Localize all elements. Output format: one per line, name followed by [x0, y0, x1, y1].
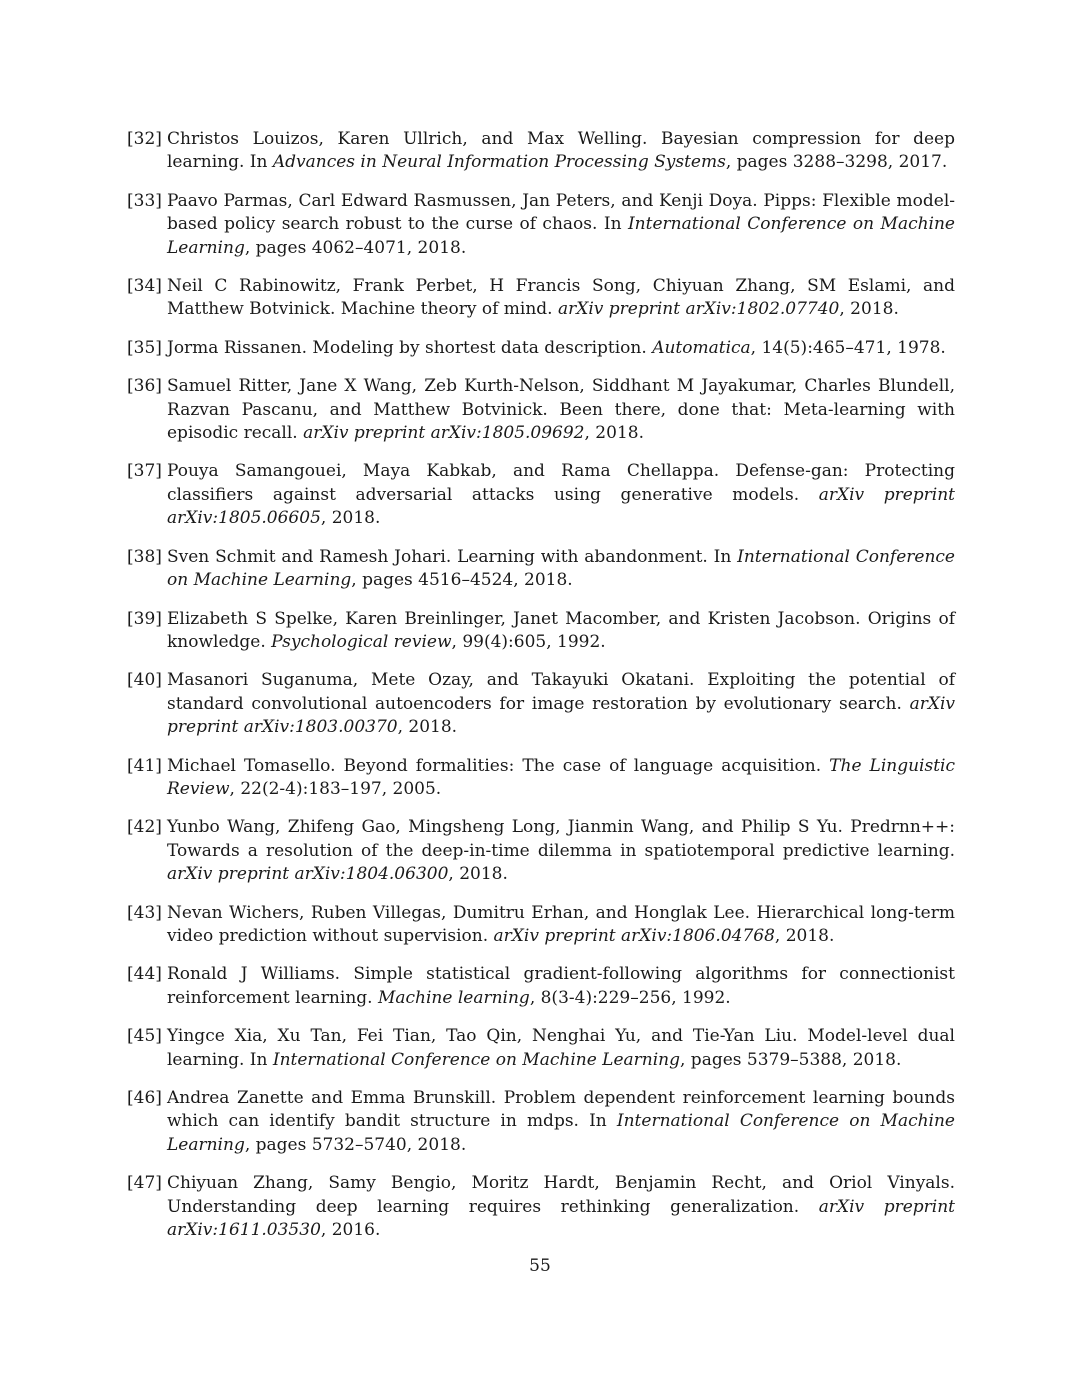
- reference-venue: arXiv preprint arXiv:1805.09692: [303, 423, 585, 444]
- reference-entry-34: [127, 275, 955, 322]
- reference-entry-43: [127, 902, 955, 949]
- reference-text: [167, 609, 955, 652]
- reference-segment: , 99(4):605, 1992.: [451, 631, 606, 652]
- reference-segment: Neil C Rabinowitz, Frank Perbet, H Francis Song, Chiyuan Zhang, SM Eslami, and Matthew Botvinick. Machine theory of mind.: [167, 276, 955, 320]
- reference-entry-47: [127, 1172, 955, 1242]
- reference-entry-44: [127, 963, 955, 1010]
- reference-text: [167, 376, 955, 443]
- reference-venue: arXiv preprint arXiv:1806.04768: [493, 925, 775, 946]
- reference-text: [167, 670, 955, 737]
- reference-entry-45: [127, 1025, 955, 1072]
- reference-entry-33: [127, 190, 955, 260]
- reference-number: [45]: [127, 1026, 162, 1047]
- reference-venue: arXiv preprint arXiv:1802.07740: [557, 299, 840, 320]
- reference-entry-32: [127, 128, 955, 175]
- reference-segment: Andrea Zanette and Emma Brunskill. Problem dependent reinforcement learning bounds which can identify bandit structure in mdps. In: [167, 1088, 955, 1132]
- reference-text: [167, 964, 955, 1007]
- reference-number: [44]: [127, 964, 162, 985]
- reference-entry-35: [127, 337, 955, 360]
- reference-segment: , 2016.: [320, 1220, 381, 1241]
- reference-text: [167, 191, 955, 258]
- reference-text: [167, 1173, 955, 1240]
- reference-venue: arXiv preprint arXiv:1804.06300: [167, 864, 449, 885]
- reference-number: [38]: [127, 546, 162, 567]
- reference-venue: International Conference on Machine Learning: [167, 1111, 955, 1155]
- reference-segment: Jorma Rissanen. Modeling by shortest data description.: [167, 337, 653, 358]
- reference-segment: , 14(5):465–471, 1978.: [750, 337, 946, 358]
- reference-text: [167, 1026, 955, 1069]
- reference-segment: , 2018.: [584, 423, 644, 444]
- reference-segment: Masanori Suganuma, Mete Ozay, and Takayuki Okatani. Exploiting the potential of standard convolutional autoencoders for image restoration by evolutionary search.: [167, 670, 955, 714]
- reference-segment: , pages 4516–4524, 2018.: [351, 570, 573, 591]
- reference-entry-41: [127, 755, 955, 802]
- reference-segment: Yunbo Wang, Zhifeng Gao, Mingsheng Long, Jianmin Wang, and Philip S Yu. Predrnn++: Towards a resolution of the deep-in-time dilemma in spatiotemporal predictive learning.: [167, 817, 955, 861]
- reference-venue: Machine learning: [377, 987, 530, 1008]
- reference-entry-37: [127, 460, 955, 530]
- reference-venue: arXiv preprint arXiv:1611.03530: [167, 1196, 956, 1241]
- reference-number: [33]: [127, 190, 162, 211]
- reference-number: [39]: [127, 608, 162, 629]
- reference-segment: , pages 5732–5740, 2018.: [244, 1134, 467, 1155]
- reference-venue: Automatica: [652, 337, 751, 358]
- reference-segment: , 8(3-4):229–256, 1992.: [529, 987, 731, 1008]
- reference-entry-42: [127, 816, 955, 886]
- reference-segment: Paavo Parmas, Carl Edward Rasmussen, Jan Peters, and Kenji Doya. Pipps: Flexible model-based policy search robust to the curse of chaos. In: [167, 190, 955, 235]
- reference-segment: , 2018.: [397, 717, 458, 738]
- reference-number: [40]: [127, 670, 162, 691]
- reference-venue: arXiv preprint arXiv:1803.00370: [167, 693, 955, 738]
- reference-segment: Michael Tomasello. Beyond formalities: The case of language acquisition.: [167, 755, 830, 776]
- reference-entry-40: [127, 669, 955, 739]
- reference-entry-36: [127, 375, 955, 445]
- reference-number: [46]: [127, 1088, 162, 1108]
- reference-segment: Sven Schmit and Ramesh Johari. Learning with abandonment. In: [167, 546, 738, 567]
- reference-venue: arXiv preprint arXiv:1805.06605: [167, 484, 955, 529]
- reference-number: [47]: [127, 1173, 162, 1194]
- reference-text: [167, 547, 955, 590]
- reference-number: [36]: [127, 376, 162, 397]
- reference-text: [167, 276, 955, 319]
- reference-number: [43]: [127, 902, 162, 923]
- reference-segment: , 2018.: [774, 925, 835, 946]
- reference-text: [167, 1088, 955, 1155]
- reference-text: [167, 903, 955, 946]
- reference-segment: Chiyuan Zhang, Samy Bengio, Moritz Hardt, Benjamin Recht, and Oriol Vinyals. Understanding deep learning requires rethinking generalization.: [167, 1173, 955, 1217]
- reference-text: [167, 129, 955, 172]
- reference-text: [167, 817, 955, 884]
- reference-segment: Elizabeth S Spelke, Karen Breinlinger, Janet Macomber, and Kristen Jacobson. Origins of knowledge.: [167, 608, 955, 652]
- reference-venue: International Conference on Machine Learning: [167, 214, 955, 258]
- reference-venue: The Linguistic Review: [167, 755, 956, 799]
- reference-number: [32]: [127, 129, 162, 149]
- reference-number: [35]: [127, 337, 162, 358]
- reference-text: [167, 338, 946, 358]
- reference-segment: , pages 4062–4071, 2018.: [244, 237, 467, 258]
- reference-venue: International Conference on Machine Learning: [272, 1049, 680, 1070]
- reference-list: [127, 128, 955, 1257]
- reference-segment: , 2018.: [839, 299, 899, 320]
- reference-text: [167, 461, 955, 528]
- reference-number: [41]: [127, 755, 162, 776]
- reference-segment: Nevan Wichers, Ruben Villegas, Dumitru Erhan, and Honglak Lee. Hierarchical long-term video prediction without supervision.: [167, 902, 955, 946]
- reference-segment: Ronald J Williams. Simple statistical gradient-following algorithms for connectionist reinforcement learning.: [167, 964, 955, 1008]
- reference-segment: , pages 3288–3298, 2017.: [725, 152, 948, 173]
- reference-venue: Psychological review: [271, 631, 452, 652]
- reference-venue: International Conference on Machine Learning: [167, 546, 955, 591]
- reference-segment: , 2018.: [448, 864, 508, 885]
- reference-segment: Christos Louizos, Karen Ullrich, and Max Welling. Bayesian compression for deep learning. In: [167, 129, 955, 173]
- reference-segment: , pages 5379–5388, 2018.: [680, 1049, 902, 1070]
- reference-entry-46: [127, 1087, 955, 1157]
- reference-segment: Yingce Xia, Xu Tan, Fei Tian, Tao Qin, Nenghai Yu, and Tie-Yan Liu. Model-level dual learning. In: [167, 1026, 955, 1070]
- reference-segment: Pouya Samangouei, Maya Kabkab, and Rama Chellappa. Defense-gan: Protecting classifiers against adversarial attacks using generative models.: [167, 461, 955, 505]
- reference-segment: , 2018.: [320, 508, 381, 529]
- reference-number: [37]: [127, 461, 162, 482]
- reference-number: [34]: [127, 276, 162, 297]
- reference-venue: Advances in Neural Information Processing Systems: [272, 152, 726, 173]
- reference-entry-38: [127, 546, 955, 593]
- reference-segment: Samuel Ritter, Jane X Wang, Zeb Kurth-Nelson, Siddhant M Jayakumar, Charles Blundell, Razvan Pascanu, and Matthew Botvinick. Been there, done that: Meta-learning with episodic recall.: [167, 376, 955, 444]
- reference-text: [167, 756, 955, 799]
- page-number: 55: [529, 1256, 551, 1276]
- reference-entry-39: [127, 608, 955, 655]
- reference-segment: , 22(2-4):183–197, 2005.: [229, 778, 442, 799]
- reference-number: [42]: [127, 817, 162, 838]
